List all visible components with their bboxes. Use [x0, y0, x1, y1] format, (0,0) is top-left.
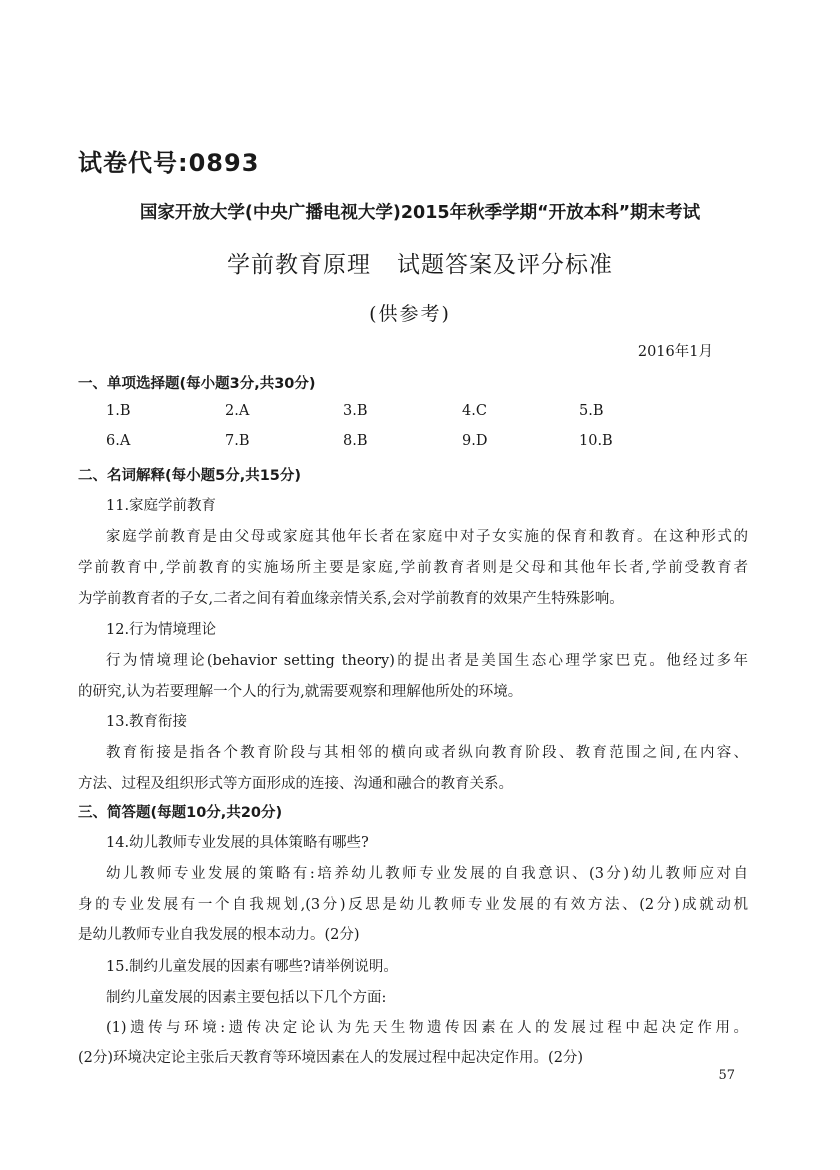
subject-name: 学前教育原理: [227, 252, 371, 278]
question-13-title: 13.教育衔接: [106, 714, 188, 730]
paragraph-line: 行为情境理论(behavior setting theory)的提出者是美国生态心理学家巴克。他经过多年: [106, 653, 748, 669]
answer-item: 10.B: [579, 433, 613, 449]
paragraph-line: 的研究,认为若要理解一个人的行为,就需要观察和理解他所处的环境。: [78, 684, 523, 700]
answer-item: 8.B: [343, 433, 368, 449]
paragraph-line: (1)遗传与环境:遗传决定论认为先天生物遗传因素在人的发展过程中起决定作用。: [106, 1020, 748, 1036]
subject-suffix: 试题答案及评分标准: [397, 252, 613, 278]
paragraph-line: (2分)环境决定论主张后天教育等环境因素在人的发展过程中起决定作用。(2分): [78, 1050, 584, 1066]
paper-code: 试卷代号:0893: [78, 149, 260, 177]
paragraph-line: 家庭学前教育是由父母或家庭其他年长者在家庭中对子女实施的保育和教育。在这种形式的: [106, 529, 748, 545]
answer-item: 5.B: [579, 403, 604, 419]
paragraph-line: 为学前教育者的子女,二者之间有着血缘亲情关系,会对学前教育的效果产生特殊影响。: [78, 591, 624, 607]
exam-date: 2016年1月: [637, 344, 713, 360]
answer-item: 1.B: [106, 403, 131, 419]
answer-item: 6.A: [106, 433, 131, 449]
question-15-title: 15.制约儿童发展的因素有哪些?请举例说明。: [106, 959, 398, 975]
answer-item: 4.C: [462, 403, 487, 419]
paragraph-line: 幼儿教师专业发展的策略有:培养幼儿教师专业发展的自我意识、(3分)幼儿教师应对自: [106, 866, 748, 882]
question-12-title: 12.行为情境理论: [106, 622, 217, 638]
answer-item: 2.A: [225, 403, 250, 419]
reference-note: (供参考): [369, 303, 451, 325]
answer-item: 9.D: [462, 433, 488, 449]
paragraph-line: 身的专业发展有一个自我规划,(3分)反思是幼儿教师专业发展的有效方法、(2分)成就动机: [78, 897, 748, 913]
paragraph-line: 学前教育中,学前教育的实施场所主要是家庭,学前教育者则是父母和其他年长者,学前受教育者: [78, 560, 748, 576]
exam-title: 国家开放大学(中央广播电视大学)2015年秋季学期“开放本科”期末考试: [139, 203, 701, 223]
paragraph-line: 教育衔接是指各个教育阶段与其相邻的横向或者纵向教育阶段、教育范围之间,在内容、: [106, 745, 748, 761]
subject-title: [0, 246, 840, 279]
section-1-heading: 一、单项选择题(每小题3分,共30分): [78, 376, 316, 392]
section-2-heading: 二、名词解释(每小题5分,共15分): [78, 468, 302, 484]
question-14-title: 14.幼儿教师专业发展的具体策略有哪些?: [106, 835, 369, 851]
paragraph-line: 方法、过程及组织形式等方面形成的连接、沟通和融合的教育关系。: [78, 776, 513, 792]
answer-item: 7.B: [225, 433, 250, 449]
answer-item: 3.B: [343, 403, 368, 419]
paragraph-line: 是幼儿教师专业自我发展的根本动力。(2分): [78, 927, 360, 943]
page-number: 57: [718, 1068, 735, 1083]
section-3-heading: 三、简答题(每题10分,共20分): [78, 805, 283, 821]
question-11-title: 11.家庭学前教育: [106, 498, 217, 514]
paragraph-line: 制约儿童发展的因素主要包括以下几个方面:: [106, 990, 387, 1006]
